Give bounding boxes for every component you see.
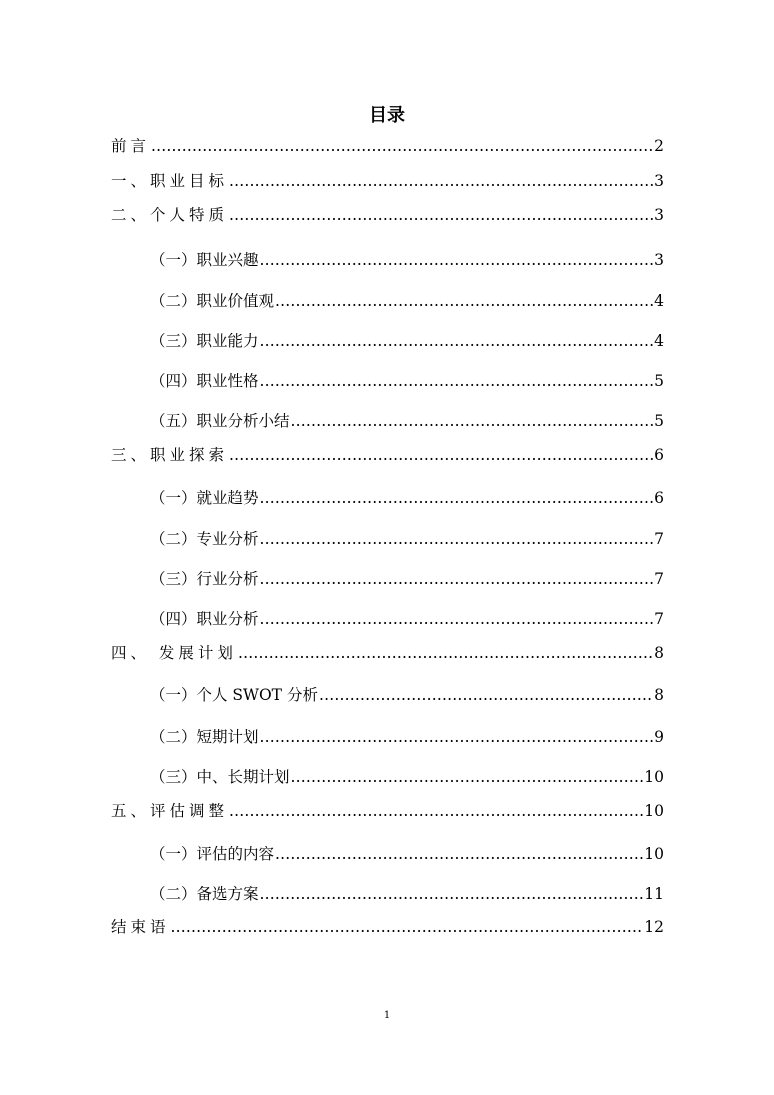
toc-entry[interactable] bbox=[150, 488, 664, 508]
toc-entry-page: 4 bbox=[654, 332, 664, 350]
toc-entry-page: 4 bbox=[654, 292, 664, 310]
toc-entry[interactable] bbox=[150, 569, 664, 589]
toc-leader-dots bbox=[260, 488, 654, 508]
toc-leader-dots bbox=[260, 250, 654, 270]
toc-leader-dots bbox=[229, 445, 653, 465]
toc-leader-dots bbox=[260, 371, 654, 391]
toc-entry[interactable] bbox=[111, 205, 664, 225]
toc-entry[interactable] bbox=[150, 371, 664, 391]
toc-entry-label: 三、职业探索 bbox=[111, 446, 229, 464]
toc-entry-page: 10 bbox=[644, 768, 664, 786]
toc-leader-dots bbox=[260, 884, 644, 904]
toc-leader-dots bbox=[275, 844, 643, 864]
toc-entry[interactable] bbox=[111, 171, 664, 191]
toc-entry-page: 9 bbox=[654, 728, 664, 746]
toc-entry-page: 5 bbox=[654, 412, 664, 430]
toc-leader-dots bbox=[275, 291, 653, 311]
toc-leader-dots bbox=[260, 331, 654, 351]
toc-entry-label: （三）行业分析 bbox=[150, 570, 259, 588]
toc-entry-label: （二）职业价值观 bbox=[150, 292, 275, 310]
toc-leader-dots bbox=[171, 917, 644, 937]
toc-entry[interactable] bbox=[111, 136, 664, 156]
toc-entry-page: 10 bbox=[644, 845, 664, 863]
toc-entry-page: 6 bbox=[654, 489, 664, 507]
toc-entry-page: 5 bbox=[654, 372, 664, 390]
toc-entry[interactable] bbox=[111, 643, 664, 663]
toc-leader-dots bbox=[260, 727, 654, 747]
toc-entry-page: 7 bbox=[654, 610, 664, 628]
toc-entry[interactable] bbox=[150, 331, 664, 351]
toc-entry[interactable] bbox=[111, 445, 664, 465]
toc-entry-label: 一、职业目标 bbox=[111, 172, 229, 190]
toc-entry-page: 8 bbox=[654, 644, 664, 662]
toc-leader-dots bbox=[151, 136, 653, 156]
toc-title: 目录 bbox=[369, 105, 405, 126]
toc-entry[interactable] bbox=[150, 411, 664, 431]
toc-entry-page: 7 bbox=[654, 570, 664, 588]
toc-entry[interactable] bbox=[150, 529, 664, 549]
toc-leader-dots bbox=[229, 801, 643, 821]
toc-entry[interactable] bbox=[111, 917, 664, 937]
toc-entry-page: 3 bbox=[654, 172, 664, 190]
toc-leader-dots bbox=[260, 529, 654, 549]
toc-entry-label: （一）职业兴趣 bbox=[150, 251, 259, 269]
toc-entry-page: 10 bbox=[644, 802, 664, 820]
toc-entry-page: 7 bbox=[654, 530, 664, 548]
toc-entry-label: 前言 bbox=[111, 137, 151, 155]
toc-leader-dots bbox=[291, 411, 654, 431]
toc-entry-page: 12 bbox=[644, 918, 664, 936]
toc-entry[interactable] bbox=[150, 844, 664, 864]
toc-entry-label: （一）个人 SWOT 分析 bbox=[150, 686, 318, 704]
toc-entry[interactable] bbox=[150, 291, 664, 311]
toc-entry-label: （五）职业分析小结 bbox=[150, 412, 290, 430]
toc-leader-dots bbox=[229, 205, 653, 225]
toc-entry-page: 8 bbox=[654, 686, 664, 704]
toc-leader-dots bbox=[319, 685, 653, 705]
toc-entry-label: （二）短期计划 bbox=[150, 728, 259, 746]
toc-entry[interactable] bbox=[150, 609, 664, 629]
toc-entry-label: （二）备选方案 bbox=[150, 885, 259, 903]
toc-entry-label: 结束语 bbox=[111, 918, 170, 936]
toc-entry-label: 五、评估调整 bbox=[111, 802, 229, 820]
toc-leader-dots bbox=[260, 569, 654, 589]
toc-entry-page: 3 bbox=[654, 251, 664, 269]
toc-leader-dots bbox=[291, 767, 644, 787]
toc-entry-page: 11 bbox=[644, 885, 664, 903]
toc-leader-dots bbox=[229, 171, 653, 191]
toc-entry-label: 二、个人特质 bbox=[111, 206, 229, 224]
toc-entry[interactable] bbox=[150, 884, 664, 904]
toc-entry-label: （三）职业能力 bbox=[150, 332, 259, 350]
toc-leader-dots bbox=[238, 643, 653, 663]
toc-entry-label: （一）评估的内容 bbox=[150, 845, 275, 863]
toc-entry[interactable] bbox=[150, 767, 664, 787]
toc-entry-label: 四、 发展计划 bbox=[111, 644, 237, 662]
toc-entry[interactable] bbox=[150, 685, 664, 705]
toc-entry-label: （三）中、长期计划 bbox=[150, 768, 290, 786]
toc-leader-dots bbox=[260, 609, 654, 629]
toc-entry[interactable] bbox=[150, 727, 664, 747]
toc-entry-label: （一）就业趋势 bbox=[150, 489, 259, 507]
toc-entry-label: （四）职业性格 bbox=[150, 372, 259, 390]
toc-entry-page: 6 bbox=[654, 446, 664, 464]
page-number: 1 bbox=[383, 1010, 391, 1021]
toc-entry-label: （二）专业分析 bbox=[150, 530, 259, 548]
toc-entry-label: （四）职业分析 bbox=[150, 610, 259, 628]
toc-entry-page: 3 bbox=[654, 206, 664, 224]
toc-entry[interactable] bbox=[150, 250, 664, 270]
toc-entry-page: 2 bbox=[654, 137, 664, 155]
toc-entry[interactable] bbox=[111, 801, 664, 821]
